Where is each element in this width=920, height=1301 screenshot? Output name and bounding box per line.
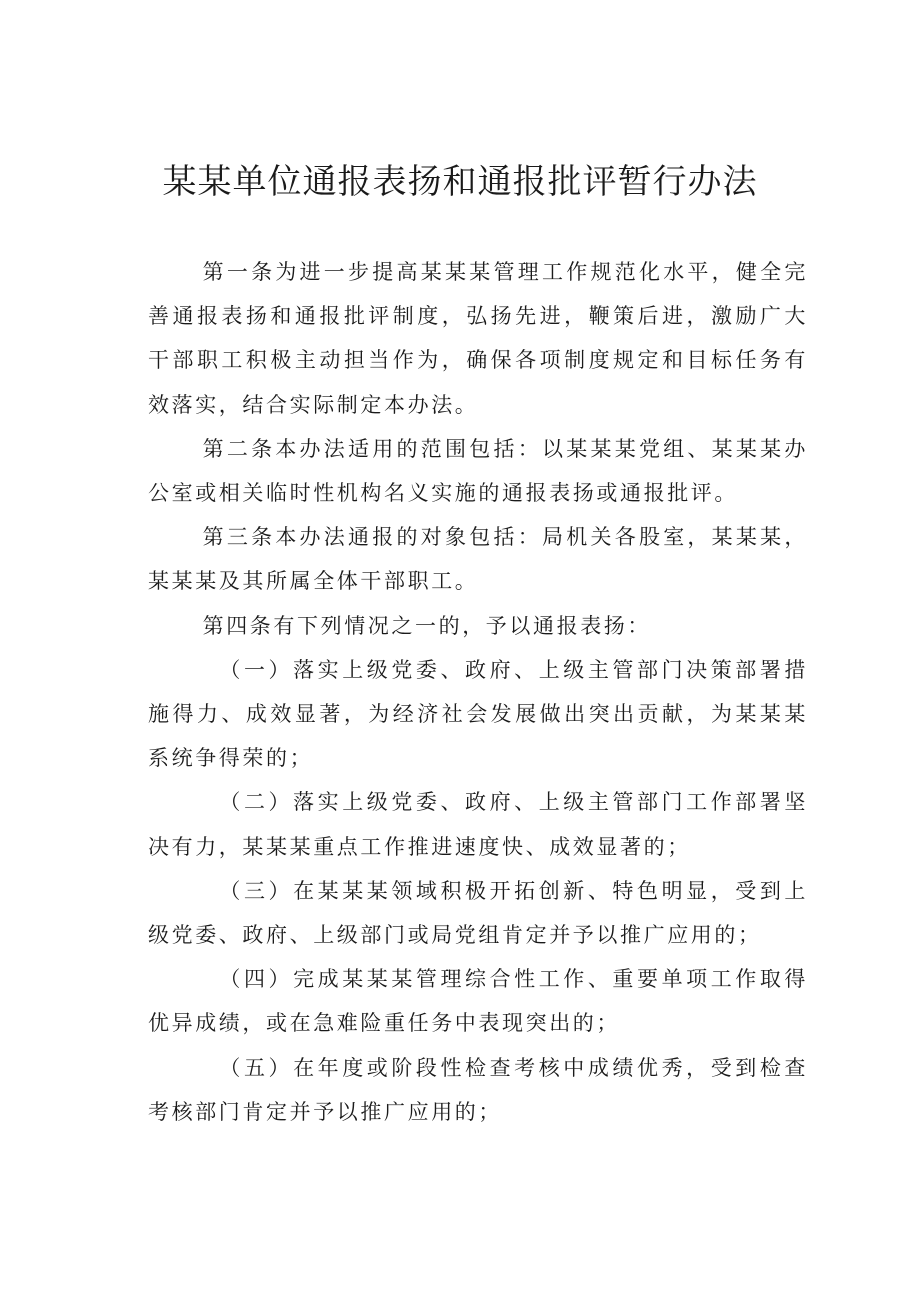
article-4-item-1: （一）落实上级党委、政府、上级主管部门决策部署措施得力、成效显著，为经济社会发展做出突出贡献，为某某某系统争得荣的； (148, 657, 808, 771)
article-3: 第三条本办法通报的对象包括：局机关各股室，某某某，某某某及其所属全体干部职工。 (148, 525, 808, 594)
article-1: 第一条为进一步提高某某某管理工作规范化水平，健全完善通报表扬和通报批评制度，弘扬先进，鞭策后进，激励广大干部职工积极主动担当作为，确保各项制度规定和目标任务有效落实，结合实际制定本办法。 (148, 260, 808, 417)
document-title: 某某单位通报表扬和通报批评暂行办法 (162, 162, 758, 202)
article-4-item-5: （五）在年度或阶段性检查考核中成绩优秀，受到检查考核部门肯定并予以推广应用的； (148, 1055, 808, 1124)
article-4-item-2: （二）落实上级党委、政府、上级主管部门工作部署坚决有力，某某某重点工作推进速度快、成效显著的； (148, 790, 808, 859)
article-4: 第四条有下列情况之一的，予以通报表扬： (202, 613, 651, 638)
article-2: 第二条本办法适用的范围包括：以某某某党组、某某某办公室或相关临时性机构名义实施的通报表扬或通报批评。 (148, 436, 808, 506)
article-4-item-3: （三）在某某某领域积极开拓创新、特色明显，受到上级党委、政府、上级部门或局党组肯定并予以推广应用的； (148, 878, 808, 948)
document-body (148, 250, 808, 1134)
article-4-item-4: （四）完成某某某管理综合性工作、重要单项工作取得优异成绩，或在急难险重任务中表现突出的； (148, 967, 808, 1036)
